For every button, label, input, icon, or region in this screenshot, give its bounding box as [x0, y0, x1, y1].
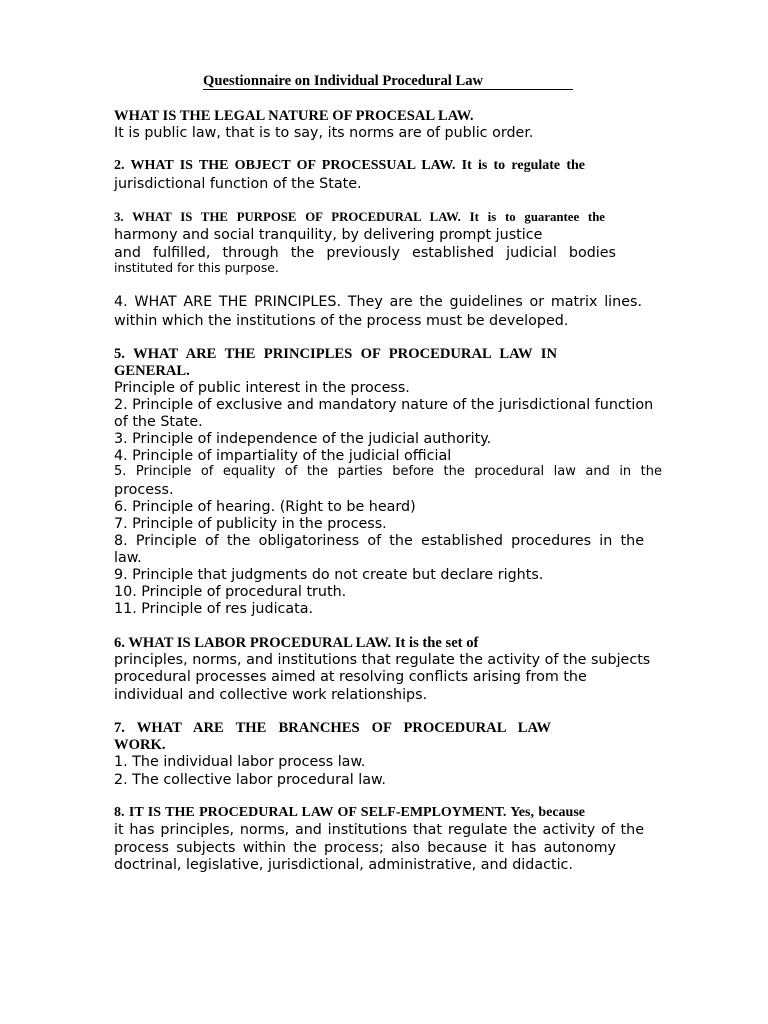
- answer-line: harmony and social tranquility, by delivering prompt justice: [114, 227, 543, 243]
- principle-item: 5. Principle of equality of the parties before the procedural law and in the: [114, 464, 662, 479]
- question-heading: 7. WHAT ARE THE BRANCHES OF PROCEDURAL LAW: [114, 720, 551, 736]
- answer-line: instituted for this purpose.: [114, 260, 279, 275]
- principle-item: 4. Principle of impartiality of the judicial official: [114, 448, 452, 464]
- answer-line: it has principles, norms, and institutions that regulate the activity of the: [114, 822, 644, 838]
- answer-line: jurisdictional function of the State.: [114, 176, 362, 192]
- answer-line: within which the institutions of the process must be developed.: [114, 313, 569, 329]
- principle-item: process.: [114, 482, 174, 498]
- answer-line: It is public law, that is to say, its norms are of public order.: [114, 125, 534, 141]
- principle-item: 3. Principle of independence of the judicial authority.: [114, 431, 492, 447]
- principle-item: 7. Principle of publicity in the process.: [114, 516, 387, 532]
- question-heading: 5. WHAT ARE THE PRINCIPLES OF PROCEDURAL LAW IN: [114, 346, 557, 362]
- principle-item: 9. Principle that judgments do not create but declare rights.: [114, 567, 544, 583]
- answer-line: and fulfilled, through the previously established judicial bodies: [114, 245, 616, 261]
- question-heading: 2. WHAT IS THE OBJECT OF PROCESSUAL LAW. It is to regulate the: [114, 158, 585, 173]
- principle-item: of the State.: [114, 414, 203, 430]
- principle-item: law.: [114, 550, 142, 566]
- answer-line: individual and collective work relationships.: [114, 687, 428, 703]
- principle-item: 11. Principle of res judicata.: [114, 601, 314, 617]
- principle-item: 8. Principle of the obligatoriness of the established procedures in the: [114, 533, 644, 549]
- question-heading: GENERAL.: [114, 363, 190, 379]
- answer-line: procedural processes aimed at resolving conflicts arising from the: [114, 669, 587, 685]
- question-line: 4. WHAT ARE THE PRINCIPLES. They are the guidelines or matrix lines.: [114, 294, 642, 310]
- question-heading: WHAT IS THE LEGAL NATURE OF PROCESAL LAW.: [114, 108, 474, 124]
- branch-item: 1. The individual labor process law.: [114, 754, 366, 770]
- question-heading: 8. IT IS THE PROCEDURAL LAW OF SELF-EMPLOYMENT. Yes, because: [114, 805, 585, 820]
- branch-item: 2. The collective labor procedural law.: [114, 772, 386, 788]
- answer-line: principles, norms, and institutions that regulate the activity of the subjects: [114, 652, 651, 668]
- answer-line: doctrinal, legislative, jurisdictional, administrative, and didactic.: [114, 857, 573, 873]
- question-heading: WORK.: [114, 737, 166, 753]
- question-heading: 6. WHAT IS LABOR PROCEDURAL LAW. It is the set of: [114, 635, 479, 651]
- principle-item: Principle of public interest in the process.: [114, 380, 410, 396]
- principle-item: 2. Principle of exclusive and mandatory nature of the jurisdictional function: [114, 397, 654, 413]
- question-heading: 3. WHAT IS THE PURPOSE OF PROCEDURAL LAW. It is to guarantee the: [114, 210, 605, 224]
- principle-item: 6. Principle of hearing. (Right to be heard): [114, 499, 416, 515]
- answer-line: process subjects within the process; also because it has autonomy: [114, 840, 616, 856]
- document-title: Questionnaire on Individual Procedural Law: [203, 73, 573, 90]
- principle-item: 10. Principle of procedural truth.: [114, 584, 347, 600]
